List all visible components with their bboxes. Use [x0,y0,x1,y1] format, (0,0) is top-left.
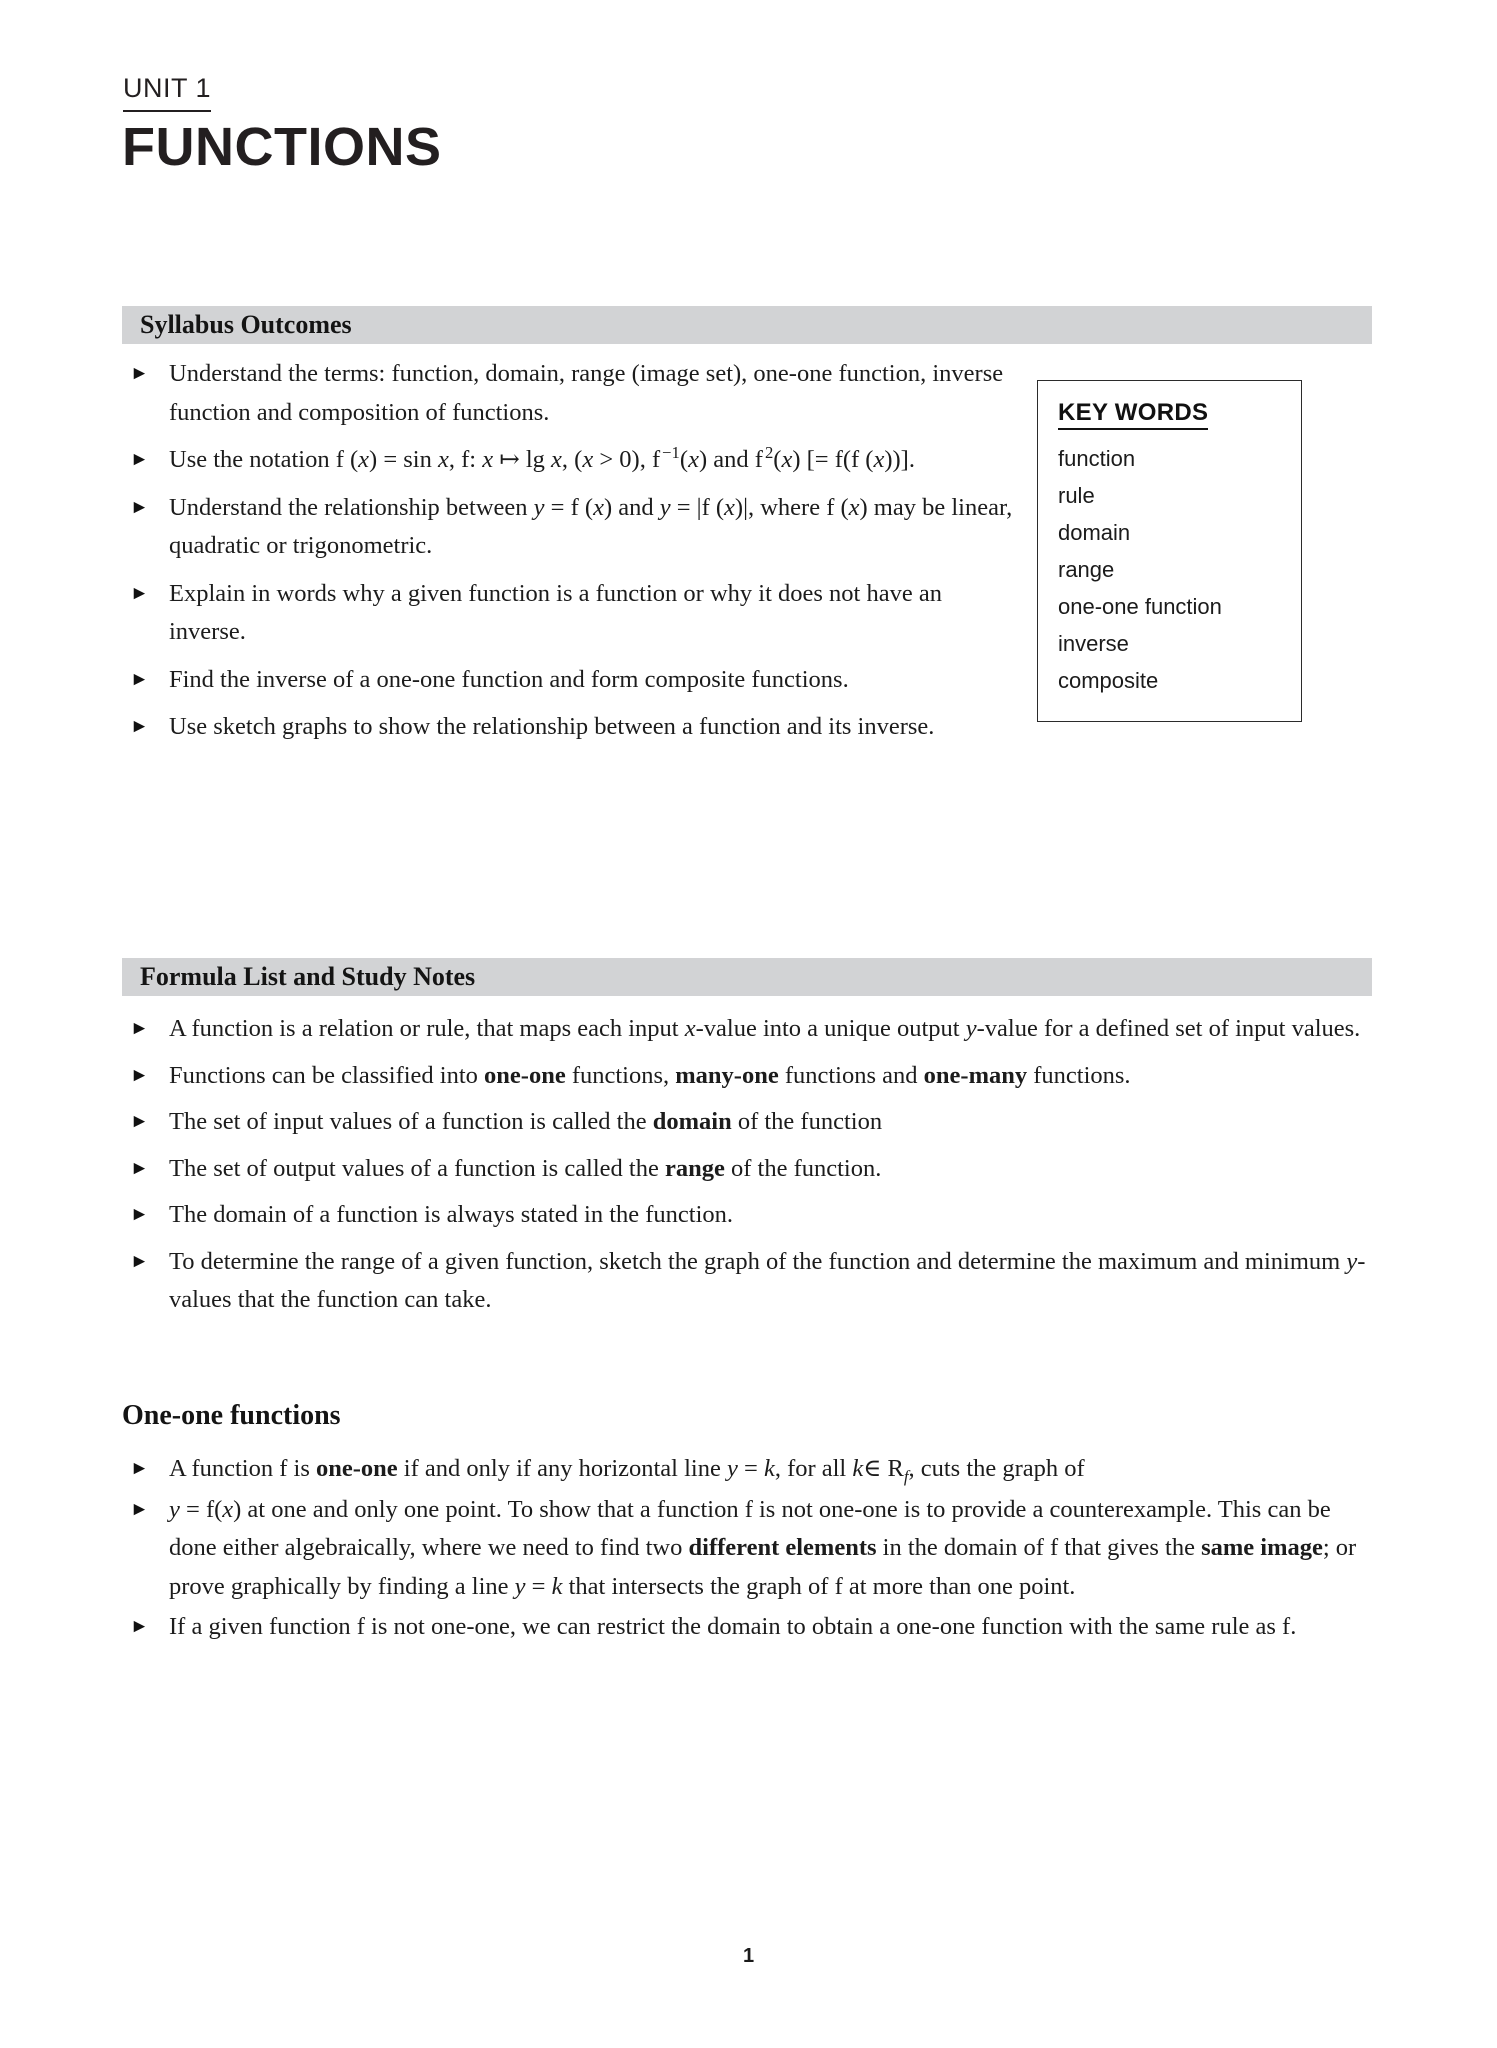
list-item [122,575,1022,652]
triangle-bullet-icon: ► [130,1250,149,1272]
triangle-bullet-icon: ► [130,1204,149,1225]
page-title: FUNCTIONS [122,117,442,177]
list-item [122,355,1022,432]
section-header-label: Syllabus Outcomes [140,310,352,339]
subsection-title-one-one-functions: One-one functions [122,1400,341,1431]
key-word-item: one-one function [1058,594,1222,619]
key-word-item: rule [1058,483,1095,508]
triangle-bullet-icon: ► [130,1616,149,1637]
triangle-bullet-icon: ► [130,449,149,470]
list-item-text: Explain in words why a given function is a function or why it does not have an inverse. [169,579,942,645]
list-item-text: Understand the relationship between y = f (x) and y = |f (x)|, where f (x) may be linear, quadratic or trigonometric. [169,493,1013,559]
section-header-syllabus-outcomes [122,306,1372,344]
key-words-box [1037,380,1302,722]
list-item-text: A function is a relation or rule, that maps each input x-value into a unique output y-value for a defined set of input values. [169,1015,1361,1042]
section-header-formula-list-and-study-notes [122,958,1372,996]
key-word-item: domain [1058,520,1131,545]
list-item [122,1010,1370,1049]
list-item [122,708,1022,747]
list-item-text: The set of output values of a function is called the range of the function. [169,1154,882,1182]
key-word-item: range [1058,557,1115,582]
list-item [122,1150,1370,1189]
list-item-text: Functions can be classified into one-one functions, many-one functions and one-many functions. [169,1061,1131,1089]
list-item [122,1103,1370,1142]
triangle-bullet-icon: ► [130,1018,149,1039]
triangle-bullet-icon: ► [130,716,149,737]
list-item [122,1196,1370,1235]
list-item [122,661,1022,700]
triangle-bullet-icon: ► [130,1064,149,1086]
list-item-text: The set of input values of a function is called the domain of the function [169,1108,883,1135]
triangle-bullet-icon: ► [130,1157,149,1179]
triangle-bullet-icon: ► [130,582,149,604]
list-item [122,1057,1370,1096]
triangle-bullet-icon: ► [130,363,149,384]
key-words-title: KEY WORDS [1058,399,1208,430]
list-item-text: Understand the terms: function, domain, range (image set), one-one function, inverse function and composition of functions. [169,360,1004,426]
list-item [122,441,1022,480]
unit-label: UNIT 1 [123,74,211,112]
syllabus-outcomes-list [122,355,1022,756]
list-item-text: The domain of a function is always stated in the function. [169,1201,734,1228]
list-item-text: If a given function f is not one-one, we can restrict the domain to obtain a one-one function with the same rule as f. [169,1613,1297,1640]
page-number: 1 [742,1945,755,1967]
list-item-text: A function f is one-one if and only if any horizontal line y = k, for all k∈ $R_f$, cuts the graph of [169,1455,1085,1486]
list-item-text: y = f(x) at one and only one point. To show that a function f is not one-one is to provide a counterexample. This can be done either algebraically, where we need to find two different elements in the domain of f that gives the same image; or prove graphically by finding a line y = k that intersects the graph of f at more than one point. [169,1495,1357,1600]
key-word-item: function [1058,446,1136,471]
list-item [122,489,1022,566]
formula-list-and-study-notes-list [122,1010,1370,1328]
key-word-item: composite [1058,668,1159,693]
list-item [122,1608,1370,1647]
list-item-text: Find the inverse of a one-one function and form composite functions. [169,665,849,693]
triangle-bullet-icon: ► [130,1111,149,1132]
key-word-item: inverse [1058,631,1129,656]
triangle-bullet-icon: ► [130,1458,149,1479]
list-item-text: To determine the range of a given function, sketch the graph of the function and determine the maximum and minimum y-values that the function can take. [169,1247,1366,1313]
list-item [122,1450,1370,1489]
triangle-bullet-icon: ► [130,1498,149,1520]
list-item-text: Use the notation f (x) = sin x, f: x ↦ lg x, (x > 0), f $^{-1}$(x) and f $^2$(x) [= f(f (x))]. [169,442,915,473]
triangle-bullet-icon: ► [130,496,149,518]
one-one-functions-list [122,1450,1370,1649]
section-header-label: Formula List and Study Notes [140,962,476,991]
list-item [122,1491,1370,1607]
list-item [122,1243,1370,1320]
list-item-text: Use sketch graphs to show the relationship between a function and its inverse. [169,713,935,740]
triangle-bullet-icon: ► [130,668,149,690]
